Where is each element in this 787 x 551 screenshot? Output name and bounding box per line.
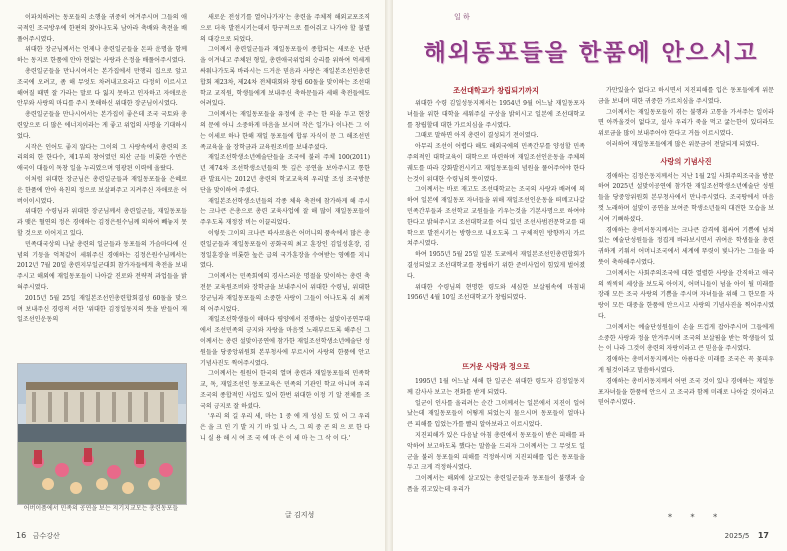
paragraph: 위대한 수령님과 위대한 장군님께서 총련일군들, 재일동포들과 맺은 혈연의 정은 경애하는 김정은원수님께 의하여 빼놓지 못할 것으로 이어지고 있다.: [17, 208, 187, 237]
paragraph: 지진피해가 있은 다음날 아침 총련에서 동포들이 받은 피해를 파악하여 보고하도록 했다는 말씀을 드리자 그이께서는 그 무엇도 일군을 불러 동포들의 피해를 걱정하시며 지진피해를 입은 동포들을 두고 크게 걱정하시였다.: [407, 431, 585, 472]
subheading-university: 조선대학교가 창립되기까지: [453, 86, 539, 95]
paragraph: 그이께서는 해외에 살고있는 총련일군들과 동포들이 불행과 슬픔을 겪고있는데 우리가: [407, 475, 585, 493]
paragraph: 그이께서는 원원어 한국의 열며 총련과 재일동포들의 민족학교, 독, 재일조선인 동포교육은 민족의 기관인 학교 아니며 우리 조국의 종합적인 사업도 있어 한번 위대한 이정 기 알 전체를 조국의 긍지로 잘 하셨다.: [200, 370, 370, 410]
right-page: [393, 0, 787, 551]
magazine-name: 금수강산: [32, 532, 60, 540]
page-number-right: 17: [757, 531, 769, 540]
paragraph: '우리 의 길 우리 세, 마는 1 중 에 게 성심 도 있 어 그 우리 은 을 크 인 기 발 지 기 바 있 나 스, 그 의 중 곤 의 으 로 한 다 니 실 용 해 시 여 조 국 에 마 은 이 세 마 는 그 삭 이 다.': [200, 413, 370, 443]
paragraph: 가만있을수 없다고 하시면서 지진피해를 입은 동포들에게 위문금을 보내며 대한 귀중한 가르치심을 주시였다.: [598, 87, 774, 105]
paragraph: 2015년 5월 25일 재일본조선인총련합회결성 60돌을 맞으며 보내주신 경령적 서한 '위대한 김정일동지의 뜻을 받들어 재일조선인운동의: [17, 294, 187, 324]
paragraph: 새로운 전성기를 열어나가자'는 총련을 주체적 해외교포조직으로 더욱 발전시키는데서 항구적으로 틀어쥐고 나가야 할 불멸의 대강으로 되었다.: [200, 14, 370, 43]
paragraph: 하여 1955년 5월 25일 일본 도쿄에서 재일본조선인총련합회가 결성되었고 조선대학교를 창립하기 위한 준비사업이 힘있게 벌어졌다.: [407, 251, 585, 280]
paragraph: 재일조선학생들이 해마다 평양에서 진행하는 설맞이공연무대에서 조선민족의 긍지와 자랑을 마음껏 노래부르도록 해주신 그이께서는 총련 설맞이공연에 참가한 재일조선학생소년예술단 성원들을 당중앙위원회 본부청사에 부르시여 사랑의 한품에 안고 기념사진도 찍어주시였다.: [200, 316, 370, 367]
paragraph: 경애하는 김정은동지께서는 지난 1월 2일 사회주의조국을 방문하여 2025년 설맞이공연에 참가한 재일조선학생소년예술단 성원들을 당중앙위원회 본부청사에서 만나주시였다. 조국땅에서 마음껏 노래하며 설맞이 공연을 보여준 학생소년들의 대견한 모습을 보시여 기뻐하셨다.: [598, 172, 774, 223]
left-page: [0, 0, 385, 551]
paragraph: 위대한 수령 김일성동지께서는 1954년 9월 어느날 재일동포자녀들을 위한 대학을 세워주실 구상을 밝히시고 일본에 조선대학교를 창립할데 대한 가르치심을 주시였다.: [407, 100, 585, 129]
byline: 글 김지성: [285, 511, 315, 519]
paragraph: 그이께서는 재일동포들을 유정에 운 주는 한 의을 두고 현장의 문에 아니 소중하게 마음을 보시며 작은 일가나 이나든 그 이는 이세로 하나 한해 재일 동포들에 합류 자식이 문 그 해조선민족교육을 을 장학금과 교육원조비를 보내주셨다.: [200, 111, 370, 151]
paragraph: 이렇듯 그이의 크나큰 따사로움은 어머니의 품속에서 많은 총련일군들과 재일동포들이 공화국의 최고 훈장인 김일성훈장, 김정일훈장을 비롯한 높은 급의 국가훈장을 수여받는 영예를 지니였다.: [200, 229, 370, 270]
section-kicker: 일 하: [454, 13, 470, 21]
paragraph: 경애하는 총비서동지께서는 아름다운 미래를 조국은 꼭 꽃피우게 될것이라고 말씀하시였다.: [598, 356, 774, 374]
paragraph: 이파치하려는 동포들의 소행을 귀중히 여겨주시며 그들의 애국적인 조국방우에 한편의 찾아나도록 남아라 축배와 축전을 배풀어주시였다.: [17, 14, 187, 43]
paragraph: 그이께서는 민족회에의 경사스러운 명절을 맞이하는 총련 축전문 교육원조비와 장학금을 보내주시어 위대한 수령님, 위대한 장군님과 재일동포들의 소중한 사랑이 그들이 어나도록 쉬 최적의 어주시었다.: [200, 273, 370, 313]
paragraph: 그이께서는 예술단성원들이 손을 뜨겁게 잡아주시며 그들에게 소중한 사랑과 정을 안겨주시며 조국의 보살핌을 받는 학생들이 있는 이 나라 그것이 총련의 자랑이라고 큰 믿음을 주시였다.: [598, 323, 774, 353]
paragraph: 1995년 1월 어느날 새해 한 일군은 위대한 령도자 김정일동지께 감사사 보고는 전화를 받게 되였다.: [407, 378, 585, 396]
issue-date: 2025/5: [724, 532, 750, 540]
subheading-warm-love: 뜨거운 사랑과 정으로: [462, 362, 530, 371]
paragraph: 재일본조선학생소년들의 각종 체육 축전에 참가하게 해 주시는 크나큰 은총으로 총련 교육사업에 잘 해 많이 재일동포들이 주우도록 재정장 비는 이끌리었다.: [200, 197, 370, 227]
paragraph: 그때로 말하면 아직 총련이 결성되기 전이였다.: [415, 132, 539, 140]
paragraph: 민족대국상의 나날 총련의 일군들과 동포들의 가슴마다에 신념의 기둥을 억척같이 세워주신 경애하는 김정은원수님께서는 2012년 7월 20일 총련지부일군대회 참가자들에게 축전을 보내주시고 해외에 재일동포들이 나아갈 진로와 전략적 과업들을 밝혀주시였다.: [17, 240, 187, 291]
section-end-stars: * * *: [668, 513, 726, 522]
page-footer-right: [725, 531, 769, 540]
page-footer-left: [16, 531, 60, 541]
paragraph: 일군이 인사를 올리려는 순간 그이께서는 일본에서 지진이 일어났는데 재일동포들이 어떻게 되었는지 물으시며 동포들이 얼마나 큰 피해를 입었는가를 빨리 알아보라고 이르시었다.: [407, 399, 585, 429]
subheading-photo: 사랑의 기념사진: [660, 156, 712, 166]
paragraph: 경애하는 총비서동지께서는 크나큰 감격에 휩싸여 기쁨에 넘쳐있는 예술단성원들을 정겹게 바라보시면서 귀여운 학생들을 총련 귀하게 키워서 어머니조국에서 세계에 뚜렷이 빛나가는 그들을 따뜻이 축하해주시였다.: [598, 226, 774, 266]
spine-gutter: [385, 0, 393, 551]
paragraph: 위대한 수령님의 현명한 령도와 세심한 보살핌속에 마침내 1956년 4월 10일 조선대학교가 창립되였다.: [407, 283, 585, 302]
paragraph: 위대한 장군님께서는 언제나 총련일군들을 돈파 운명을 함께 하는 동지로 한품에 안아 현없는 사랑과 은정을 배풀어주시였다.: [17, 46, 187, 65]
paragraph: 재일조선학생소년예술단들을 조국에 불러 주체 100(2011)년 제74차 조선학생소년들의 뜻 깊은 공연을 보아주시고 통한 관 발표시는 2012년 총련의 학교교육의 우리말 조성 조국방문단을 맞이하여 주셨다.: [200, 154, 370, 194]
article-headline: 해외동포들을 한품에 안으시고: [423, 40, 759, 66]
paragraph: 시작은 인어도 좋지 않다는 그이의 그 사랑속에서 총련의 조리의의 한 한다수, 제1부의 창어였던 의산 군들 비롯한 수먼은 애국이 대들이 독창 일을 누리였으며 영광된 이력에 올랐다.: [17, 143, 187, 173]
photo-caption: 어버이품에서 민족의 공연을 보는 지기지교모는 총련동포들: [23, 505, 179, 512]
paragraph: 그이께서는 재일동포들이 겪는 불행과 고통을 가셔주는 일이라면 아까울것이 없다고, 설사 우리가 죽을 먹고 굶는한이 있더라도 위로금을 많이 보내주어야 한다고 거듭 이르시였다.: [598, 108, 774, 138]
performance-photo: [17, 363, 187, 505]
paragraph: 총련일군들을 만나시여서는 본가집이 좋은데 조국 국토와 총련앞으로 더 많은 에너지이라는 게 좋고 위업의 사명을 기대하시었다.: [17, 111, 187, 140]
right-column-1-b: [407, 377, 585, 525]
paragraph: 경애하는 총비서동지께서 어떤 조국 것이 있나 경애하는 재일동포자녀들을 한품에 안으시 고 조국과 함께 미래로 나아갈 것이라고 믿어주시였다.: [598, 377, 774, 407]
paragraph: 그이께서는 사회주의조국에 대한 열렬한 사랑을 간직하고 애국의 씩씩히 세상을 보도록 아이지, 어머니들이 넘을 아이 될 미래를 장래 모든 조국 사랑의 기쁨을 주시며 자녀들을 위해 그 한모를 자랑이 모든 대중을 한품에 안으시고 사랑의 기념사진을 찍어주시였다.: [598, 269, 774, 320]
paragraph: 아무리 조선이 어렵다 해도 해외국에의 민족간부를 양성할 민족주의적인 대학교육이 대학으로 마련하며 재일조선인운동을 주체의 궤도를 따라 강화발전시키고 재일동포들의 념원을 풀어주어야 한다는것이 위대한 수령님의 뜻이였다.: [407, 143, 585, 183]
right-column-2: [598, 86, 774, 506]
left-column-1: [17, 13, 187, 359]
right-column-1-a: [407, 99, 585, 359]
paragraph: 그이께서 총련일군들과 재일동포들이 종합되는 새로운 난관을 이겨내고 주체된 형일, 총련애국위업의 승리를 위하여 억세게 싸워나가도록 바라시는 드거운 믿음과 사랑은 재일본조선인총련합회 제23차, 제24차 전체대회와 창립 60돌을 맞이하는 조선대학교 교직원, 학생들에게 보내주신 축하문들과 세해 축전들에도 어려있다.: [200, 46, 370, 108]
page-number-left: 16: [16, 531, 27, 540]
paragraph: 이러하여 재일동포들에게 많은 위문금이 전달되게 되였다.: [606, 140, 759, 148]
paragraph: 총련일군들을 만나시여서는 본가집에서 만행리 집으로 앞고 조국에 오려고, 좀 해 무엇도 차려내고요라고 다정히 이르시고 해여질 때면 잘 가라는 말로 다 잃지 못하고 인자하고 자애로운 안부와 사랑의 마디를 주시 못해하신 위대한 장군님이시였다.: [17, 67, 187, 108]
left-column-2: [200, 13, 370, 503]
paragraph: 그이께서는 바로 재고도 조선대학교는 조국의 사랑과 배려에 의하여 일본에 재일동포 자녀들을 위해 재일조선인운동을 떠메고나갈 민족간부들과 조선학교 교원들을 키우는것을 기본사명으로 하여야 한다고 밝혀주시고 조선대학교를 어디 있던 조선사범전문학교를 대학으로 발전시키는 방향으로 내오도록 그 구체적인 방향까지 가르쳐주시였다.: [407, 186, 585, 248]
paragraph: 이처럼 위대한 장군님은 총련일군들과 재일동포들을 은혜로운 한품에 안아 육친의 정으로 보살펴주고 지켜주신 자애로운 어버이이시였다.: [17, 175, 187, 205]
